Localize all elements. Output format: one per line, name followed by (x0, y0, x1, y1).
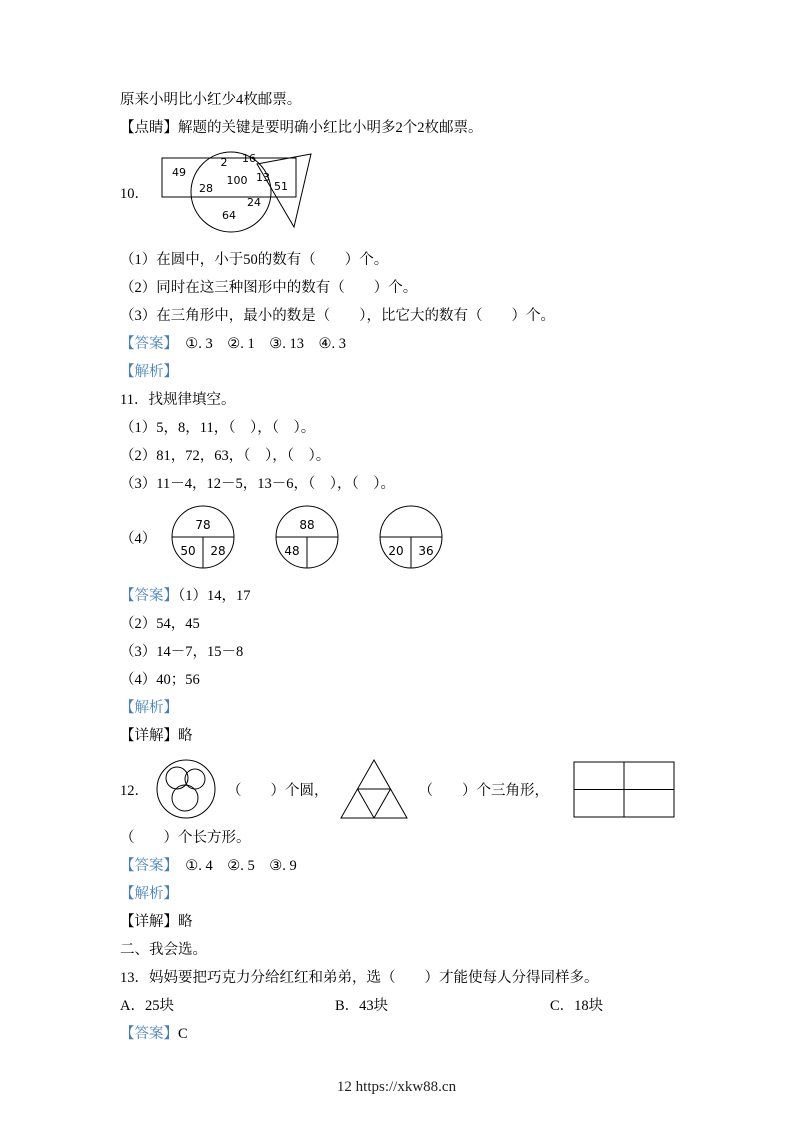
circle-right-number: 36 (418, 544, 434, 558)
q11-detail-text: 略 (178, 728, 193, 744)
detail-label: 【详解】 (120, 728, 178, 744)
diagram-number: 49 (172, 166, 186, 179)
answer-label: 【答案】 (120, 336, 171, 352)
q11-detail-line (120, 722, 675, 750)
q12-rectangle-text-line: （ ）个长方形。 (120, 830, 251, 846)
q12-circle-text: （ ）个圆， (227, 782, 329, 799)
detail-label: 【详解】 (120, 914, 178, 930)
q12-answer-line (120, 852, 675, 880)
answer-label: 【答案】 (120, 858, 171, 874)
q12-detail-line (120, 908, 675, 936)
question-11-title (120, 386, 675, 414)
page-footer: 12 https://xkw88.cn (336, 1079, 457, 1095)
q11-analysis-line (120, 694, 675, 722)
q13-option-b: B．43块 (335, 998, 389, 1014)
circle-right-number: 28 (210, 544, 226, 558)
q11-answer-line-1 (120, 582, 675, 610)
q12-analysis-line (120, 880, 675, 908)
question-12-row (120, 758, 675, 820)
diagram-number: 64 (222, 209, 236, 222)
q11-circle-diagram-1 (170, 504, 236, 570)
analysis-label: 【解析】 (120, 364, 178, 380)
q11-answer-line-2: （2）54，45 (120, 616, 200, 632)
q10-analysis-line (120, 358, 675, 386)
question-11-title-text: 找规律填空。 (148, 392, 236, 408)
diagram-number: 51 (274, 180, 288, 193)
q10-answer-line (120, 330, 675, 358)
divider-line (357, 789, 374, 818)
question-13-number: 13． (120, 970, 149, 986)
circle-left-number: 20 (388, 544, 404, 558)
question-10-number: 10． (120, 185, 149, 202)
circle-top-number: 88 (299, 518, 315, 532)
question-13-text: 妈妈要把巧克力分给红红和弟弟，选（ ）才能使每人分得同样多。 (149, 970, 599, 986)
question-10-figure-row (120, 148, 675, 236)
answer-label: 【答案】 (120, 588, 178, 604)
analysis-label: 【解析】 (120, 700, 178, 716)
q10-item-1: （1）在圆中，小于50的数有（ ）个。 (120, 252, 389, 268)
circle-left-number: 50 (180, 544, 196, 558)
q10-item-3: （3）在三角形中，最小的数是（ ），比它大的数有（ ）个。 (120, 308, 555, 324)
inner-circle-shape (172, 785, 198, 811)
q11-answer-text-1: （1）14，17 (178, 588, 251, 604)
analysis-label: 【解析】 (120, 886, 178, 902)
q11-circle-diagram-2 (274, 504, 340, 570)
q11-answer-line-3: （3）14－7，15－8 (120, 644, 244, 660)
q11-item-3: （3）11－4，12－5，13－6，（ ），（ ）。 (120, 476, 395, 492)
circle-left-number: 48 (284, 544, 300, 558)
section-2-title: 二、我会选。 (120, 942, 207, 958)
divider-line (374, 789, 391, 818)
question-12-number: 12． (120, 782, 149, 799)
answer-label: 【答案】 (120, 1026, 178, 1042)
q10-answer-text: ①. 3 ②. 1 ③. 13 ④. 3 (170, 336, 346, 352)
q12-detail-text: 略 (178, 914, 193, 930)
q11-answer-line-4: （4）40；56 (120, 672, 200, 688)
diagram-number: 100 (226, 174, 248, 187)
outer-circle-shape (157, 760, 215, 818)
q12-circles-figure (155, 758, 217, 820)
q13-option-a: A．25块 (120, 998, 174, 1014)
q11-item-4-row (120, 504, 675, 570)
q11-item-2: （2）81，72，63，（ ），（ ）。 (120, 448, 331, 464)
diagram-number: 28 (199, 182, 213, 195)
diagram-number: 13 (256, 171, 270, 184)
diagram-number: 16 (242, 152, 256, 165)
q13-answer-text: C (178, 1026, 188, 1042)
diagram-number: 2 (220, 156, 228, 169)
q13-options-row (120, 992, 675, 1020)
q10-item-2: （2）同时在这三种图形中的数有（ ）个。 (120, 280, 418, 296)
q13-answer-line (120, 1020, 675, 1048)
q11-item-1: （1）5，8，11，（ ），（ ）。 (120, 420, 316, 436)
q12-triangle-text: （ ）个三角形， (418, 782, 549, 799)
circle-top-number: 78 (195, 518, 211, 532)
question-13-text-line (120, 964, 675, 992)
q11-item-4-label: （4） (120, 530, 157, 547)
question-11-number: 11． (120, 392, 149, 408)
q10-venn-diagram (159, 148, 324, 236)
q12-answer-text: ①. 4 ②. 5 ③. 9 (170, 858, 297, 874)
intro-line: 原来小明比小红少4枚邮票。 (120, 92, 302, 108)
q12-triangle-figure (339, 758, 409, 820)
diagram-number: 24 (247, 196, 261, 209)
q13-option-c: C．18块 (550, 998, 604, 1014)
note-line: 【点睛】解题的关键是要明确小红比小明多2个2枚邮票。 (120, 120, 483, 136)
q11-circle-diagram-3 (378, 504, 444, 570)
q12-rectangle-figure (573, 761, 675, 818)
